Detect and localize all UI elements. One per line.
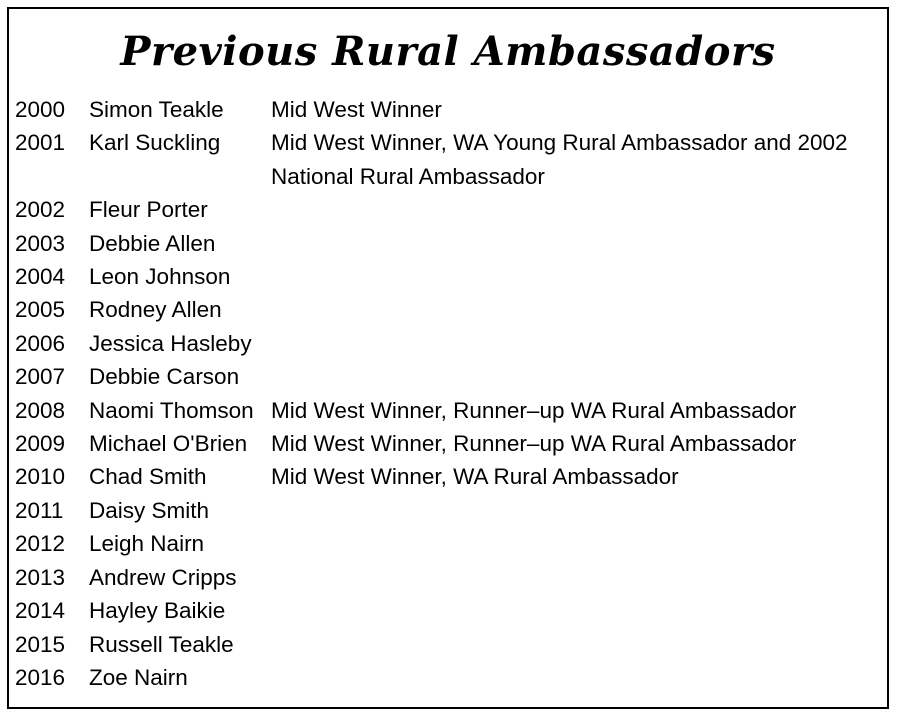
ambassador-name: Debbie Allen — [89, 230, 216, 256]
achievement-note: Mid West Winner, Runner–up WA Rural Ambassador — [271, 397, 797, 423]
list-item — [15, 427, 883, 460]
ambassador-name: Chad Smith — [89, 464, 207, 490]
list-item — [15, 193, 883, 226]
year: 2005 — [15, 297, 66, 323]
ambassador-name: Zoe Nairn — [89, 664, 188, 690]
achievement-note: Mid West Winner — [271, 97, 442, 122]
ambassadors-panel — [7, 7, 889, 709]
ambassador-list — [15, 93, 883, 694]
list-item — [15, 594, 883, 627]
year: 2000 — [15, 97, 66, 122]
ambassador-name: Simon Teakle — [89, 97, 224, 122]
ambassador-name: Hayley Baikie — [89, 598, 226, 624]
ambassador-name: Rodney Allen — [89, 297, 222, 323]
ambassador-name: Leon Johnson — [89, 264, 231, 290]
year: 2002 — [15, 197, 66, 223]
year: 2004 — [15, 264, 66, 290]
year: 2006 — [15, 330, 66, 356]
year: 2009 — [15, 431, 66, 457]
list-item — [15, 260, 883, 293]
year: 2016 — [15, 664, 66, 690]
year: 2010 — [15, 464, 66, 490]
ambassador-name: Daisy Smith — [89, 497, 210, 523]
list-item — [15, 227, 883, 260]
list-item — [15, 394, 883, 427]
year: 2003 — [15, 230, 66, 256]
ambassador-name: Naomi Thomson — [89, 397, 254, 423]
ambassador-name: Michael O'Brien — [89, 431, 248, 457]
year: 2012 — [15, 531, 66, 557]
ambassador-name: Andrew Cripps — [89, 564, 237, 590]
list-item — [15, 494, 883, 527]
list-item — [15, 126, 883, 193]
page-title: Previous Rural Ambassadors — [120, 28, 776, 75]
list-item — [15, 527, 883, 560]
ambassador-name: Debbie Carson — [89, 364, 240, 390]
year: 2013 — [15, 564, 66, 590]
year: 2008 — [15, 397, 66, 423]
achievement-note: Mid West Winner, WA Young Rural Ambassador and 2002 National Rural Ambassador — [271, 130, 848, 189]
list-item — [15, 93, 883, 126]
ambassador-name: Russell Teakle — [89, 631, 234, 657]
achievement-note: Mid West Winner, WA Rural Ambassador — [271, 464, 679, 490]
year: 2001 — [15, 130, 66, 156]
ambassador-name: Fleur Porter — [89, 197, 208, 223]
list-item — [15, 561, 883, 594]
list-item — [15, 628, 883, 661]
list-item — [15, 293, 883, 326]
year: 2014 — [15, 598, 66, 624]
ambassador-name: Karl Suckling — [89, 130, 221, 156]
list-item — [15, 661, 883, 694]
achievement-note: Mid West Winner, Runner–up WA Rural Ambassador — [271, 431, 797, 457]
list-item — [15, 327, 883, 360]
list-item — [15, 360, 883, 393]
ambassador-name: Leigh Nairn — [89, 531, 205, 557]
list-item — [15, 460, 883, 493]
year: 2015 — [15, 631, 66, 657]
ambassador-name: Jessica Hasleby — [89, 330, 252, 356]
year: 2007 — [15, 364, 66, 390]
year: 2011 — [15, 497, 64, 523]
